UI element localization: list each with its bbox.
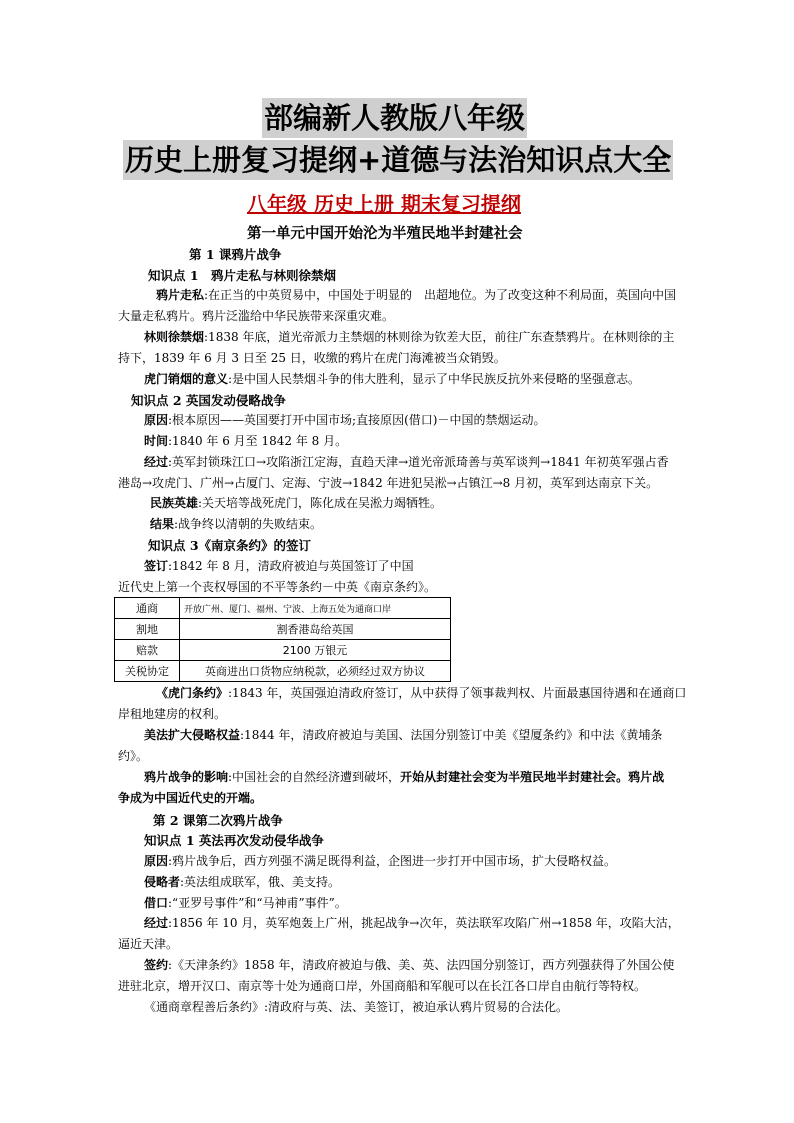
l2-cause-para (144, 851, 616, 872)
kp2-time-label: 时间 (144, 434, 169, 448)
kp3-sign-text-b: 近代史上第一个丧权辱国的不平等条约－中英《南京条约》。 (118, 580, 437, 594)
l2-tariff-label: 《通商章程善后条约》 (144, 1000, 265, 1014)
table-cell-value: 英商进出口货物应纳税款，必须经过双方协议 (180, 661, 451, 682)
usfr-para (118, 725, 662, 767)
humen-label: 虎门销烟的意义 (144, 372, 229, 386)
kp1-humen-para (144, 369, 640, 390)
humen-treaty-label: 《虎门条约》 (156, 686, 229, 700)
kp2-course-text-a: :英军封锁珠江口→攻陷浙江定海，直趋天津→道光帝派琦善与英军谈判→1841 年初英军强占香 (168, 455, 669, 469)
l2-aggressor-label: 侵略者 (144, 875, 181, 889)
kp2-time-para (144, 431, 347, 452)
lesson2-title: 第 2 课第二次鸦片战争 (153, 813, 283, 828)
kp2-hero-para (150, 493, 442, 514)
l2-sign-text-b: 进驻北京，增开汉口、南京等十处为通商口岸，外国商船和军舰可以在长江各口岸自由航行等特权。 (118, 979, 647, 993)
unit-title: 第一单元中国开始沦为半殖民地半封建社会 (247, 225, 523, 242)
lesson1-title: 第 1 课鸦片战争 (189, 247, 282, 262)
smuggle-label: 鸦片走私 (156, 288, 205, 302)
kp2-course-text-b: 港岛→攻虎门、广州→占厦门、定海、宁波→1842 年进犯吴淞→占镇江→8 月初，英军到达南京下关。 (118, 476, 659, 490)
kp2-cause-para (144, 410, 545, 431)
l2-sign-text-a: :《天津条约》1858 年，清政府被迫与俄、美、英、法四国分别签订，西方列强获得了外国公使 (168, 958, 675, 972)
kp2-hero-text: :关天培等战死虎门，陈化成在吴淞力竭牺牲。 (198, 496, 443, 510)
impact-text-a: :中国社会的自然经济遭到破坏， (228, 770, 401, 784)
l2-course-text-a: :1856 年 10 月，英军炮轰上广州，挑起战争→次年，英法联军攻陷广州→1858 年，攻陷大沽， (168, 916, 680, 930)
table-cell-value: 开放广州、厦门、福州、宁波、上海五处为通商口岸 (180, 598, 451, 619)
l2-sign-para (118, 955, 674, 997)
table-cell-key: 通商 (115, 598, 180, 619)
table-cell-value: 2100 万银元 (180, 640, 451, 661)
table-row (115, 661, 451, 682)
humen-treaty-text-a: :1843 年，英国强迫清政府签订，从中获得了领事裁判权、片面最惠国待遇和在通商口 (228, 686, 687, 700)
impact-text-bold: 开始从封建社会变为半殖民地半封建社会。鸦片战 (400, 770, 665, 784)
kp2-course-label: 经过 (144, 455, 169, 469)
document-title-line2 (123, 140, 673, 180)
kp2-cause-label: 原因 (144, 413, 169, 427)
kp3-sign-para (118, 556, 436, 598)
lin-text-b: 持下，1839 年 6 月 3 日至 25 日，收缴的鸦片在虎门海滩被当众销毁。 (118, 351, 506, 365)
smuggle-text-b: 大量走私鸦片。鸦片泛滥给中华民族带来深重灾难。 (118, 309, 395, 323)
l2-course-para (118, 913, 680, 955)
l2-aggressor-text: :英法组成联军，俄、美支持。 (180, 875, 341, 889)
lesson2-kp1-title: 知识点 1 英法再次发动侵华战争 (144, 833, 324, 848)
document-subtitle: 八年级 历史上册 期末复习提纲 (247, 192, 521, 216)
impact-para (118, 767, 664, 809)
table-row (115, 619, 451, 640)
usfr-label: 美法扩大侵略权益 (144, 728, 241, 742)
smuggle-text-a: :在正当的中英贸易中，中国处于明显的 出超地位。为了改变这种不利局面，英国向中国 (204, 288, 677, 302)
kp1-lin-para (118, 327, 688, 369)
kp2-time-text: :1840 年 6 月至 1842 年 8 月。 (168, 434, 348, 448)
title-line1-text: 部编新人教版八年级 (264, 101, 526, 135)
l2-course-text-b: 逼近天津。 (118, 937, 179, 951)
humen-treaty-para (118, 683, 686, 725)
impact-label: 鸦片战争的影响 (144, 770, 229, 784)
table-cell-key: 关税协定 (115, 661, 180, 682)
l2-cause-label: 原因 (144, 854, 169, 868)
lin-text-a: :1838 年底，道光帝派力主禁烟的林则徐为钦差大臣，前往广东查禁鸦片。在林则徐的主 (204, 330, 675, 344)
lin-label: 林则徐禁烟 (144, 330, 205, 344)
lesson1-kp2-title: 知识点 2 英国发动侵略战争 (131, 393, 286, 408)
kp2-course-para (118, 452, 688, 494)
table-cell-key: 赔款 (115, 640, 180, 661)
kp2-cause-text: :根本原因——英国要打开中国市场;直接原因(借口)－中国的禁烟运动。 (168, 413, 546, 427)
nanjing-treaty-table (114, 597, 451, 682)
title-line2-text: 历史上册复习提纲+道德与法治知识点大全 (125, 143, 672, 177)
table-row (115, 640, 451, 661)
humen-text: :是中国人民禁烟斗争的伟大胜利，显示了中华民族反抗外来侵略的坚强意志。 (228, 372, 641, 386)
lesson1-kp1-title: 知识点 1 鸦片走私与林则徐禁烟 (148, 268, 337, 283)
table-cell-key: 割地 (115, 619, 180, 640)
kp1-smuggle-para (118, 285, 688, 327)
l2-pretext-para (144, 893, 347, 914)
l2-pretext-text: :“亚罗号事件”和“马神甫”事件”。 (168, 896, 347, 910)
kp2-hero-label: 民族英雄 (150, 496, 199, 510)
usfr-text-a: :1844 年，清政府被迫与美国、法国分别签订中美《望厦条约》和中法《黄埔条 (240, 728, 663, 742)
kp3-sign-label: 签订 (144, 559, 169, 573)
kp2-result-para (150, 514, 322, 535)
usfr-text-b: 约》。 (118, 749, 149, 763)
table-row (115, 598, 451, 619)
kp2-result-text: :战争终以清朝的失败结束。 (174, 517, 323, 531)
l2-aggressor-para (144, 872, 340, 893)
kp2-result-label: 结果 (150, 517, 175, 531)
l2-sign-label: 签约 (144, 958, 169, 972)
l2-course-label: 经过 (144, 916, 169, 930)
l2-tariff-para (144, 997, 568, 1018)
l2-tariff-text: :清政府与英、法、美签订，被迫承认鸦片贸易的合法化。 (264, 1000, 569, 1014)
l2-cause-text: :鸦片战争后，西方列强不满足既得利益，企图进一步打开中国市场，扩大侵略权益。 (168, 854, 617, 868)
document-title-line1 (262, 98, 527, 138)
kp3-sign-text-a: :1842 年 8 月，清政府被迫与英国签订了中国 (168, 559, 414, 573)
impact-text-b: 争成为中国近代史的开端。 (118, 791, 263, 805)
humen-treaty-text-b: 岸租地建房的权利。 (118, 707, 227, 721)
lesson1-kp3-title: 知识点 3《南京条约》的签订 (148, 538, 312, 553)
l2-pretext-label: 借口 (144, 896, 169, 910)
table-cell-value: 割香港岛给英国 (180, 619, 451, 640)
